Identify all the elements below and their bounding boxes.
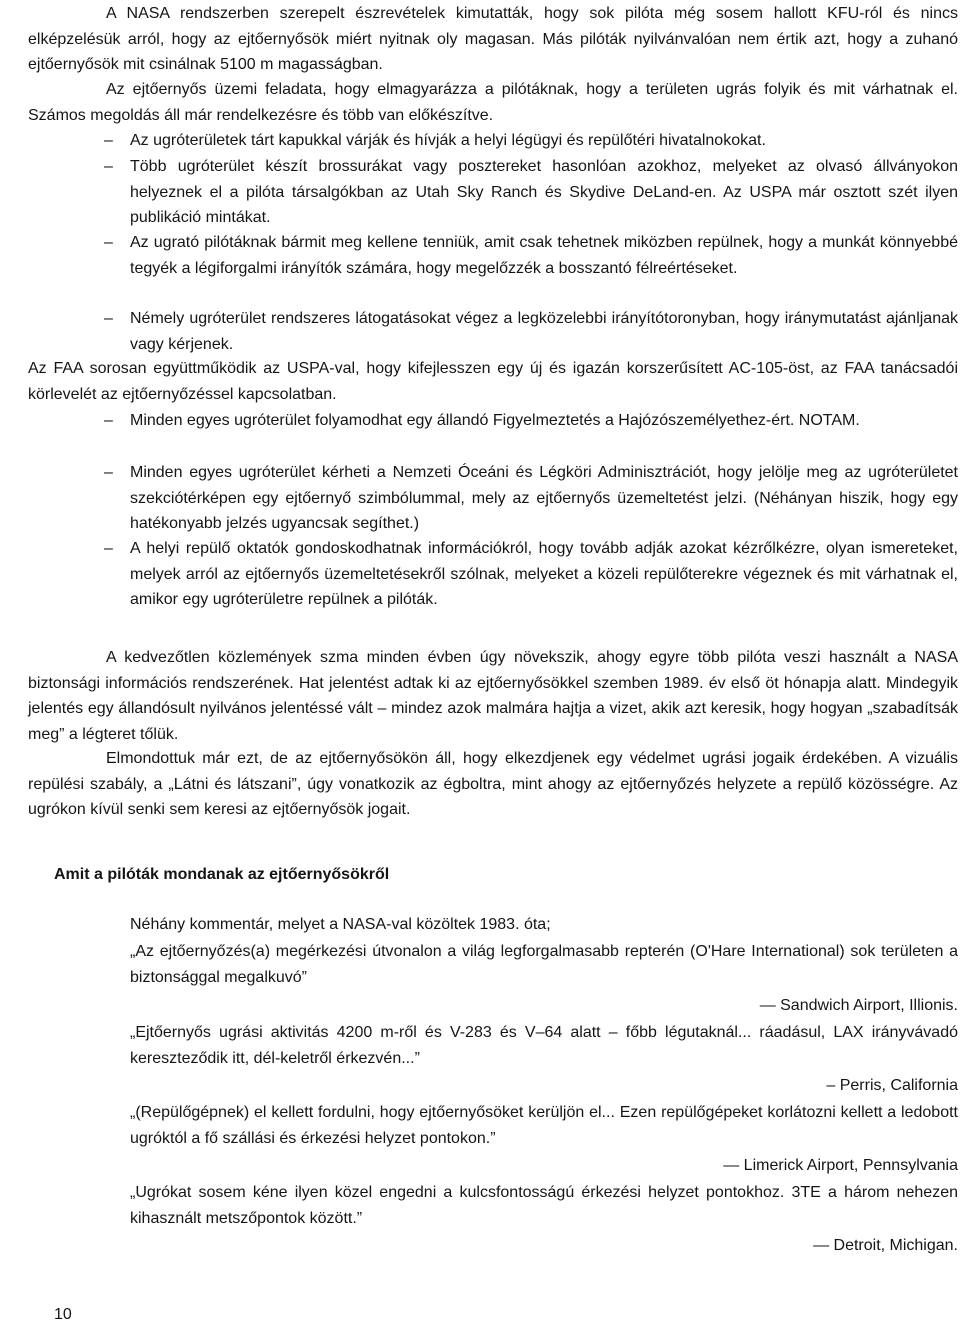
section-intro: Néhány kommentár, melyet a NASA-val közöltek 1983. óta; [130,916,551,933]
list-item-notam: Minden egyes ugróterület folyamodhat egy állandó Figyelmeztetés a Hajózószemélyethez-ért. NOTAM. [130,412,860,429]
list-item-brochures: Több ugróterület készít brossurákat vagy posztereket hasonlóan azokhoz, melyeket az olvasó állványokon helyeznek el a pilóta társalgókban az Utah Sky Ranch és Skydive DeLand-en. Az USPA már osztott szét ilyen publikáció mintákat. [130,158,958,226]
list-dash: – [104,540,113,557]
list-dash: – [104,132,113,149]
quote-source: — Detroit, Michigan. [813,1237,958,1254]
list-dash: – [104,234,113,251]
list-item-jump-pilots: Az ugrató pilótáknak bármit meg kellene tenniük, amit csak tehetnek miközben repülnek, hogy a munkát könnyebbé tegyék a légiforgalmi irányítók számára, hogy megelőzzék a bosszantó félreértéseket. [130,234,958,277]
page-number: 10 [54,1306,72,1323]
section-heading: Amit a pilóták mondanak az ejtőernyősökről [54,866,390,883]
list-item-open-doors: Az ugróterületek tárt kapukkal várják és hívják a helyi légügyi és repülőtéri hivatalnokokat. [130,132,766,149]
quote-text: „(Repülőgépnek) el kellett fordulni, hogy ejtőernyősöket kerüljön el... Ezen repülőgépeket korlátozni kellett a ledobott ugróktól a fő szállási és érkezési helyzet pontokon.” [130,1104,958,1147]
list-item-noaa-chart: Minden egyes ugróterület kérheti a Nemzeti Óceáni és Légköri Adminisztrációt, hogy jelölje meg az ugróterületet szekciótérképen egy ejtőernyő szimbólummal, mely az ejtőernyős üzemeltetést jelzi. (Néhányan hiszik, hogy egy hatékonyabb jelzés ugyancsak segíthet.) [130,464,958,532]
list-dash: – [104,412,113,429]
list-item-tower-visits: Némely ugróterület rendszeres látogatásokat végez a legközelebbi irányítótoronyban, hogy iránymutatást ajánljanak vagy kérjenek. [130,310,958,353]
paragraph-jump-rights: Elmondottuk már ezt, de az ejtőernyősökön áll, hogy elkezdjenek egy védelmet ugrási jogaik érdekében. A vizuális repülési szabály, a „Látni és látszani”, úgy vonatkozik az égboltra, mint ahogy az ejtőernyőzés helyzete a repülő közösségre. Az ugrókon kívül senki sem keresi az ejtőernyősök jogait. [28,750,958,818]
list-dash: – [104,158,113,175]
quote-source: — Sandwich Airport, Illionis. [759,997,958,1014]
paragraph-faa-cooperation: Az FAA sorosan együttműködik az USPA-val, hogy kifejlesszen egy új és igazán korszerűsített AC-105-öst, az FAA tanácsadói körlevelét az ejtőernyőzéssel kapcsolatban. [28,360,958,403]
quote-source: – Perris, California [826,1077,958,1094]
paragraph-unfavorable-reports: A kedvezőtlen közlemények szma minden évben úgy növekszik, ahogy egyre több pilóta veszi használt a NASA biztonsági információs rendszerének. Hat jelentést adtak ki az ejtőernyősökkel szemben 1989. év első öt hónapja alatt. Mindegyik jelentés egy állandósult nyilvános jelentéssé vált – mindez azok malmára hajtja a vizet, akik azt keresik, hogy hogyan „szabadítsák meg” a légteret tőlük. [28,649,958,743]
paragraph-parachutist-duty: Az ejtőernyős üzemi feladata, hogy elmagyarázza a pilótáknak, hogy a területen ugrás folyik és mit várhatnak el. Számos megoldás áll már rendelkezésre és több van előkészítve. [28,81,958,124]
paragraph-nasa-reports: A NASA rendszerben szerepelt észrevételek kimutatták, hogy sok pilóta még sosem hallott KFU-ról és nincs elképzelésük arról, hogy az ejtőernyősök miért nyitnak oly magasan. Más pilóták nyilvánvalóan nem értik azt, hogy a zuhanó ejtőernyősök mit csinálnak 5100 m magasságban. [28,5,958,73]
quote-text: „Ugrókat sosem kéne ilyen közel engedni a kulcsfontosságú érkezési helyzet pontokhoz. 3TE a három nehezen kihasznált metszőpontok között.” [130,1184,958,1227]
quote-text: „Ejtőernyős ugrási aktivitás 4200 m-ről és V-283 és V–64 alatt – főbb légutaknál... ráadásul, LAX irányvávadó kereszteződik itt, dél-keletről érkezvén...” [130,1024,958,1067]
list-dash: – [104,310,113,327]
quote-source: — Limerick Airport, Pennsylvania [723,1157,958,1174]
quote-text: „Az ejtőernyőzés(a) megérkezési útvonalon a világ legforgalmasabb repterén (O'Hare International) sok területen a biztonsággal megalkuvó” [130,943,958,986]
list-item-flight-instructors: A helyi repülő oktatók gondoskodhatnak információkról, hogy tovább adják azokat kézrőlkézre, olyan ismereteket, melyek arról az ejtőernyős üzemeltetésekről szólnak, melyeket a közeli repülőterekre végeznek és mit várhatnak el, amikor egy ugróterületre repülnek a pilóták. [130,540,958,608]
list-dash: – [104,464,113,481]
